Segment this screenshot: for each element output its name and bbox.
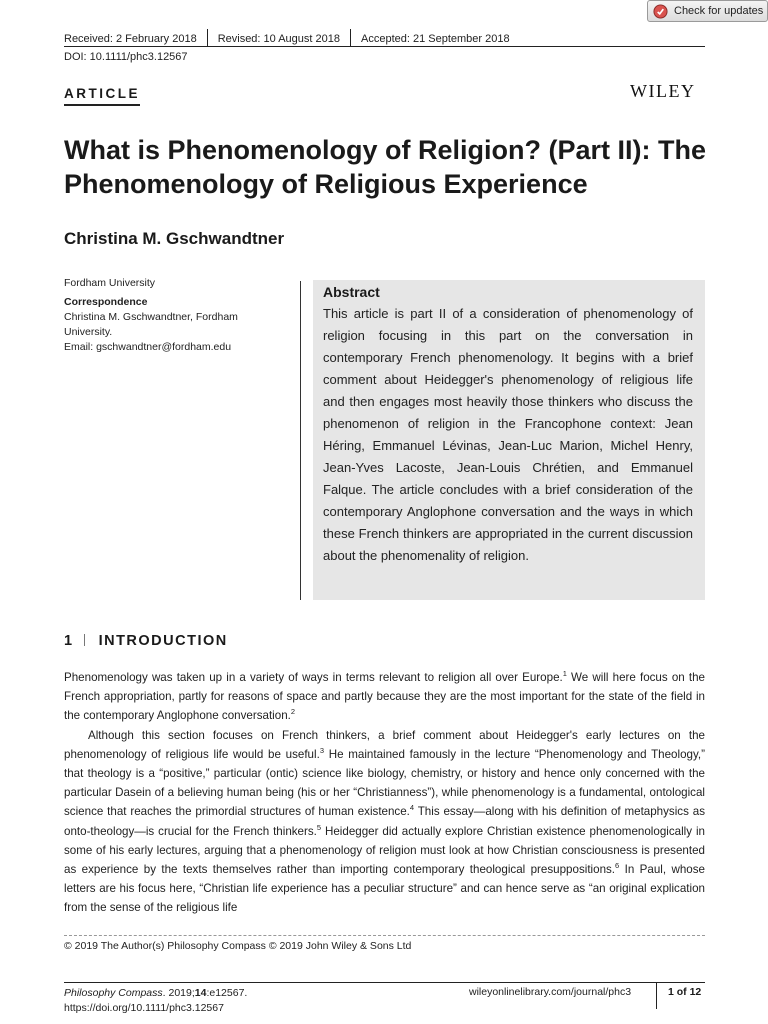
header-rule — [64, 46, 705, 47]
date-divider — [350, 29, 351, 47]
text-run: We will here focus on the French appropriation, partly for reasons of space and partly because they are the most important for the state of the field in the contemporary Anglophone conversation. — [64, 671, 705, 723]
abstract-box — [313, 280, 705, 600]
text-run: This essay—along with his definition of metaphysics as onto-theology—is crucial for the French thinkers. — [64, 805, 705, 838]
column-divider — [300, 281, 301, 600]
publisher-logo: WILEY — [630, 81, 696, 101]
footer-dashed-rule — [64, 935, 705, 936]
footnote-ref[interactable]: 3 — [319, 745, 324, 755]
page-number: 1 of 12 — [668, 986, 702, 998]
paragraph — [64, 668, 705, 726]
section-divider — [84, 634, 85, 646]
journal-site-link[interactable]: wileyonlinelibrary.com/journal/phc3 — [469, 986, 632, 998]
received-date: Received: 2 February 2018 — [64, 33, 197, 45]
citation-text: :e12567. — [206, 987, 248, 999]
text-run: Heidegger did actually explore Christian existence phenomenologically in some of his early lectures, arguing that a phenomenology of religion must look at how Christian consciousness is presented as experience by the texts themselves rather than importing contemporary theological presuppositions. — [64, 824, 705, 877]
footer-rule — [64, 982, 705, 983]
citation — [64, 986, 247, 1016]
check-updates-label: Check for updates — [674, 5, 764, 17]
footnote-ref[interactable]: 4 — [409, 803, 415, 813]
correspondence-email[interactable]: Email: gschwandtner@fordham.edu — [64, 341, 232, 353]
revised-date: Revised: 10 August 2018 — [217, 33, 340, 45]
section-number: 1 — [64, 633, 74, 649]
correspondence-heading: Correspondence — [64, 296, 148, 308]
volume: 14 — [194, 987, 207, 999]
paragraph — [64, 726, 705, 918]
footer-divider — [656, 983, 657, 1009]
author-name: Christina M. Gschwandtner — [64, 229, 285, 248]
section-title: INTRODUCTION — [98, 633, 228, 649]
body-text — [64, 668, 705, 918]
journal-name: Philosophy Compass — [64, 987, 163, 999]
text-run: In Paul, whose letters are his focus here, “Christian life experience has a peculiar structure” and can hence serve as “an original explication from the sense of the religious life — [64, 863, 706, 915]
section-heading — [64, 633, 228, 649]
check-for-updates-button[interactable] — [647, 0, 768, 22]
correspondence-block — [64, 295, 284, 355]
text-run: Although this section focuses on French thinkers, a brief comment about Heidegger's early lectures on the phenomenology of religious life would be useful. — [64, 728, 705, 761]
abstract-heading: Abstract — [323, 284, 380, 300]
text-run: Phenomenology was taken up in a variety of ways in terms relevant to religion all over Europe. — [64, 671, 563, 684]
correspondence-text: Christina M. Gschwandtner, Fordham University. — [64, 311, 238, 338]
doi-link[interactable]: https://doi.org/10.1111/phc3.12567 — [64, 1002, 224, 1014]
accepted-date: Accepted: 21 September 2018 — [361, 33, 510, 45]
footnote-ref[interactable]: 2 — [290, 707, 296, 717]
affiliation: Fordham University — [64, 277, 156, 289]
text-run: He maintained famously in the lecture “Phenomenology and Theology,” that theology is a “positive,” particular (ontic) science like biology, chemistry, or history and hence only concerned with the particular Dasein of a believing human being (his or her “Christianness”), while phenomenology is a fundamental, ontological science that reaches the primordial structures of human existence. — [64, 747, 705, 819]
footnote-ref[interactable]: 1 — [562, 669, 567, 679]
citation-text: . 2019; — [162, 987, 195, 999]
check-updates-icon — [653, 4, 668, 19]
footnote-ref[interactable]: 6 — [615, 861, 620, 871]
article-type-label: ARTICLE — [64, 86, 140, 106]
article-title: What is Phenomenology of Religion? (Part II): The Phenomenology of Religious Experience — [64, 135, 707, 199]
abstract-text: This article is part II of a consideration of phenomenology of religion focusing in this part on the conversation in contemporary French phenomenology. It begins with a brief comment about Heidegger's phenomenology of religious life and then engages most heavily those thinkers who discuss the phenomenon of religion in the Francophone context: Jean Héring, Emmanuel Lévinas, Jean-Luc Marion, Michel Henry, Jean-Yves Lacoste, Jean-Louis Chrétien, and Emmanuel Falque. The article concludes with a brief consideration of the contemporary Anglophone conversation and the ways in which these French thinkers are appropriated in the current discussion about the phenomenality of religion. — [323, 306, 693, 563]
doi: DOI: 10.1111/phc3.12567 — [64, 51, 188, 63]
copyright-notice: © 2019 The Author(s) Philosophy Compass © 2019 John Wiley & Sons Ltd — [64, 940, 412, 952]
date-divider — [207, 29, 208, 47]
article-dates — [64, 29, 510, 47]
footnote-ref[interactable]: 5 — [316, 822, 322, 832]
